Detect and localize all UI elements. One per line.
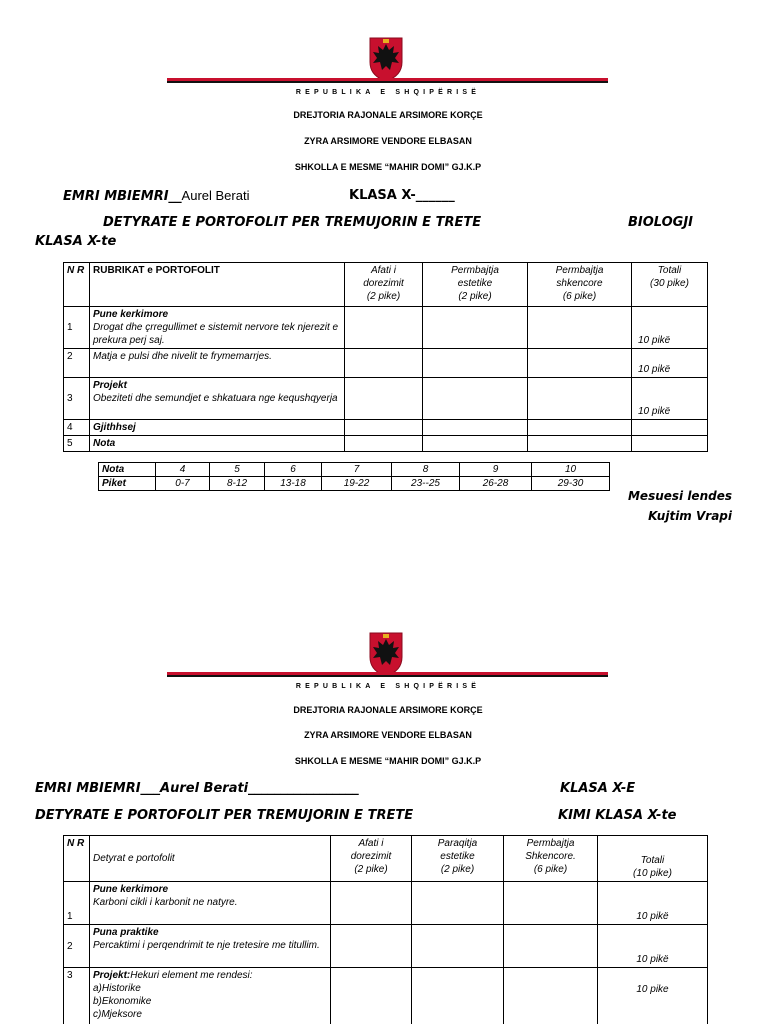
- table-row: 2 Puna praktike Percaktimi i perqendrimit te nje tretesire me titullim. 10 pikë: [64, 925, 708, 968]
- republic-label: REPUBLIKA E SHQIPËRISË: [295, 89, 481, 96]
- header-shkencore: Permbajtja shkencore (6 pike): [528, 263, 632, 307]
- name-label: EMRI MBIEMRI__Aurel Berati: [63, 188, 250, 204]
- portfolio-title: DETYRATE E PORTOFOLIT PER TREMUJORIN E TRETE: [103, 215, 482, 230]
- school-name: SHKOLLA E MESME “MAHIR DOMI” GJ.K.P: [294, 756, 482, 766]
- class-label: KLASA X-______: [349, 188, 455, 203]
- student-name: Aurel Berati: [181, 188, 250, 203]
- table-row: 1 Pune kerkimore Drogat dhe çrregullimet e sistemit nervore tek njerezit e prekura perj saj. 10 pikë: [64, 307, 708, 349]
- teacher-name: Kujtim Vrapi: [648, 509, 732, 523]
- subject-line: KIMI KLASA X-te: [558, 808, 677, 823]
- school-name: SHKOLLA E MESME “MAHIR DOMI” GJ.K.P: [294, 162, 482, 172]
- regional-directorate: DREJTORIA RAJONALE ARSIMORE KORÇE: [293, 110, 483, 120]
- grade-scale-table: [98, 462, 610, 491]
- table-row: 3 Projekt:Hekuri element me rendesi: a)Historike b)Ekonomike c)Mjeksore 10 pike: [64, 968, 708, 1024]
- albanian-coat-of-arms-icon: [368, 631, 404, 677]
- portfolio-table-chemistry: [63, 835, 708, 1024]
- table-row: 3 Projekt Obeziteti dhe semundjet e shkatuara nge kequshqyerja 10 pikë: [64, 378, 708, 420]
- teacher-role: Mesuesi lendes: [627, 489, 732, 503]
- class-label: KLASA X-E: [560, 781, 636, 796]
- local-office: ZYRA ARSIMORE VENDORE ELBASAN: [304, 136, 472, 146]
- table-row: 2 Matja e pulsi dhe nivelit te frymemarrjes. 10 pikë: [64, 349, 708, 378]
- albanian-coat-of-arms-icon: [368, 36, 404, 82]
- regional-directorate: DREJTORIA RAJONALE ARSIMORE KORÇE: [293, 705, 483, 715]
- header-estetike: Permbajtja estetike (2 pike): [423, 263, 528, 307]
- class-line: KLASA X-te: [35, 234, 117, 249]
- header-nr: N R: [64, 263, 90, 307]
- header-rubrikat: RUBRIKAT e PORTOFOLIT: [90, 263, 345, 307]
- table-header-row: N R Detyrat e portofolit Afati i dorezimit (2 pike) Paraqitja estetike (2 pike) Permbajtja Shkencore. (6 pike) Totali (10 pike): [64, 836, 708, 882]
- grade-row-piket: Piket 0-7 8-12 13-18 19-22 23--25 26-28 29-30: [99, 477, 610, 491]
- republic-label: REPUBLIKA E SHQIPËRISË: [295, 683, 481, 690]
- portfolio-table-biology: [63, 262, 708, 452]
- portfolio-title: DETYRATE E PORTOFOLIT PER TREMUJORIN E TRETE: [35, 808, 414, 823]
- table-row: 1 Pune kerkimore Karboni cikli i karbonit ne natyre. 10 pikë: [64, 882, 708, 925]
- local-office: ZYRA ARSIMORE VENDORE ELBASAN: [304, 730, 472, 740]
- table-header-row: [64, 263, 708, 307]
- header-afati: Afati i dorezimit (2 pike): [345, 263, 423, 307]
- grade-row-nota: Nota 4 5 6 7 8 9 10: [99, 463, 610, 477]
- name-line: EMRI MBIEMRI___Aurel Berati_________________: [35, 781, 359, 796]
- subject-label: BIOLOGJI: [628, 215, 694, 230]
- header-totali: Totali (30 pike): [632, 263, 708, 307]
- table-row: 4 Gjithhsej: [64, 420, 708, 436]
- table-row: 5 Nota: [64, 436, 708, 452]
